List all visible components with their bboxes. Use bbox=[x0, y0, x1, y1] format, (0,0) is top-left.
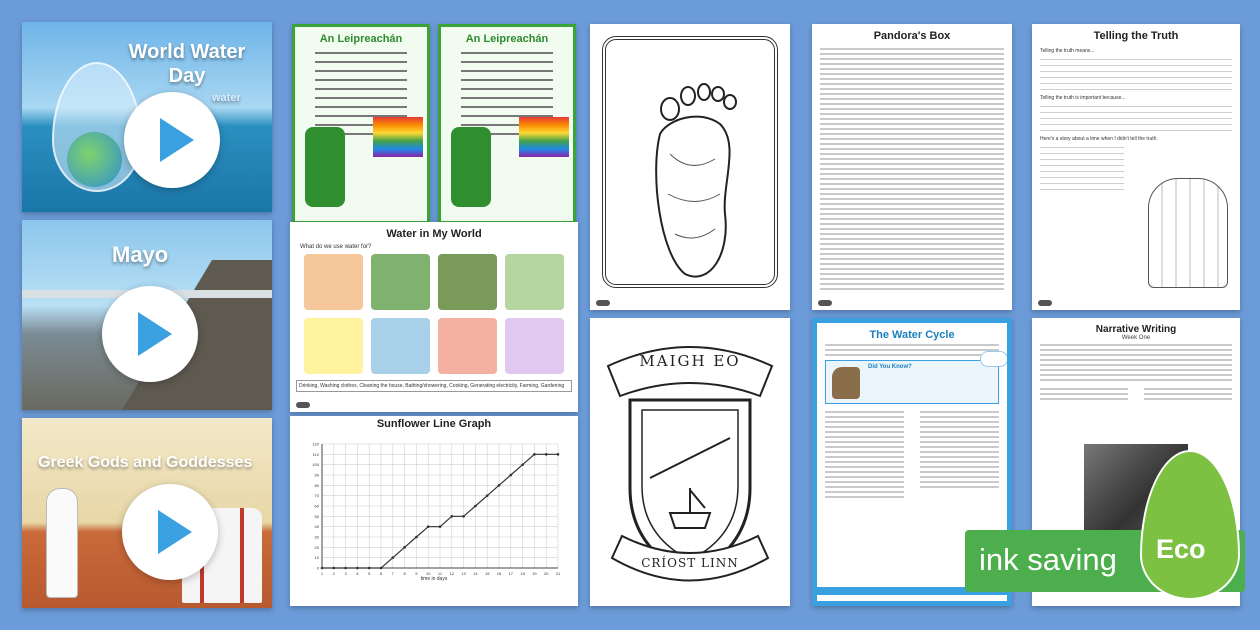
sheet-subtitle: Week One bbox=[1121, 335, 1151, 341]
worksheet-title: Water in My World bbox=[386, 228, 482, 240]
data-point bbox=[545, 453, 548, 456]
presentation-world-water-day[interactable] bbox=[22, 22, 272, 212]
y-tick-label: 40 bbox=[314, 524, 319, 530]
prompt-3: Here's a story about a time when I didn't tell the truth. bbox=[1040, 136, 1158, 142]
eco-label: Eco bbox=[1156, 534, 1206, 564]
crest-bottom-text: CRÍOST LINN bbox=[641, 556, 739, 570]
did-you-know-title: Did You Know? bbox=[868, 364, 912, 370]
data-point bbox=[427, 525, 430, 528]
worksheet-telling-the-truth[interactable] bbox=[1032, 24, 1240, 310]
x-tick-label: 17 bbox=[508, 571, 514, 576]
data-point bbox=[498, 484, 501, 487]
y-tick-label: 120 bbox=[312, 441, 319, 447]
x-tick-label: 18 bbox=[520, 571, 525, 576]
sheet-title: Narrative Writing bbox=[1095, 324, 1177, 335]
leprechaun-illustration bbox=[451, 127, 491, 207]
worksheet-sunflower-line-graph[interactable] bbox=[290, 416, 578, 606]
y-tick-label: 30 bbox=[314, 534, 319, 540]
x-tick-label: 14 bbox=[473, 571, 478, 576]
greek-figure-goddess bbox=[46, 488, 78, 598]
data-point bbox=[533, 453, 536, 456]
x-tick-label: 12 bbox=[449, 571, 455, 576]
presentation-mayo[interactable] bbox=[22, 220, 272, 410]
word-bank: Drinking, Washing clothes, Cleaning the house, Bathing/showering, Cooking, Generating electricity, Farming, Gardening bbox=[296, 380, 572, 392]
data-point bbox=[451, 515, 454, 518]
data-point bbox=[392, 556, 395, 559]
poem-sheet-1[interactable] bbox=[292, 24, 430, 224]
presentation-subtitle: water bbox=[212, 92, 241, 104]
sheet-title: Telling the Truth bbox=[1093, 30, 1179, 42]
data-point bbox=[333, 567, 336, 570]
y-tick-label: 80 bbox=[314, 482, 319, 488]
x-tick-label: 13 bbox=[461, 571, 466, 576]
y-tick-label: 0 bbox=[316, 565, 319, 571]
y-tick-label: 60 bbox=[314, 503, 319, 509]
x-tick-label: 11 bbox=[437, 571, 443, 576]
crest-top-text: MAIGH EO bbox=[639, 352, 741, 370]
play-button[interactable] bbox=[124, 92, 220, 188]
x-tick-label: 20 bbox=[543, 571, 549, 576]
picture-grid bbox=[304, 254, 564, 374]
chart-title: Sunflower Line Graph bbox=[376, 418, 492, 430]
leprechaun-illustration bbox=[305, 127, 345, 207]
x-tick-label: 5 bbox=[368, 571, 371, 576]
data-point bbox=[380, 567, 383, 570]
x-tick-label: 10 bbox=[425, 571, 431, 576]
rainbow-icon bbox=[373, 117, 423, 157]
play-button[interactable] bbox=[102, 286, 198, 382]
presentation-title: Mayo bbox=[112, 242, 169, 267]
presentation-greek-gods[interactable] bbox=[22, 418, 272, 608]
badge-label: ink saving bbox=[979, 542, 1117, 577]
data-point bbox=[521, 463, 524, 466]
data-point bbox=[474, 505, 477, 508]
y-tick-label: 90 bbox=[314, 472, 319, 478]
data-point bbox=[403, 546, 406, 549]
sheet-title: Pandora's Box bbox=[873, 30, 951, 42]
writing-lines bbox=[1032, 147, 1132, 190]
y-tick-label: 70 bbox=[314, 493, 319, 499]
body-text bbox=[812, 48, 1012, 290]
cloud-icon bbox=[980, 351, 1008, 367]
data-point bbox=[321, 567, 324, 570]
did-you-know-box bbox=[825, 360, 999, 404]
footprint-icon bbox=[590, 24, 790, 310]
poem-title: An Leipreachán bbox=[319, 33, 403, 45]
y-tick-label: 20 bbox=[314, 544, 319, 550]
reading-sheet-pandoras-box[interactable] bbox=[812, 24, 1012, 310]
data-point bbox=[557, 453, 560, 456]
data-point bbox=[462, 515, 465, 518]
data-point bbox=[415, 536, 418, 539]
body-text bbox=[1032, 344, 1240, 381]
x-tick-label: 2 bbox=[332, 571, 335, 576]
poem-sheet-2[interactable] bbox=[438, 24, 576, 224]
body-columns bbox=[817, 408, 1007, 501]
y-tick-label: 110 bbox=[312, 451, 319, 457]
data-point bbox=[486, 494, 489, 497]
prompt-1: Telling the truth means... bbox=[1040, 48, 1095, 54]
writing-lines bbox=[1032, 106, 1240, 131]
x-tick-label: 1 bbox=[320, 571, 324, 576]
x-tick-label: 21 bbox=[555, 571, 561, 576]
worksheet-question: What do we use water for? bbox=[300, 244, 372, 250]
x-tick-label: 8 bbox=[403, 571, 406, 576]
data-point bbox=[439, 525, 442, 528]
children-illustration bbox=[1148, 178, 1228, 288]
presentation-title: World Water Day bbox=[128, 41, 246, 87]
y-tick-label: 100 bbox=[312, 462, 319, 468]
intro-text bbox=[817, 344, 1007, 356]
presentation-title: Greek Gods and Goddesses bbox=[38, 454, 253, 471]
poem-title: An Leipreachán bbox=[465, 33, 549, 45]
writing-lines bbox=[1032, 59, 1240, 90]
data-point bbox=[368, 567, 371, 570]
x-tick-label: 16 bbox=[496, 571, 502, 576]
rainbow-icon bbox=[519, 117, 569, 157]
colouring-sheet-mayo-crest[interactable] bbox=[590, 318, 790, 606]
x-tick-label: 19 bbox=[532, 571, 537, 576]
x-tick-label: 15 bbox=[484, 571, 490, 576]
play-button[interactable] bbox=[122, 484, 218, 580]
x-axis-label: time in days bbox=[420, 576, 448, 582]
data-point bbox=[356, 567, 359, 570]
y-tick-label: 10 bbox=[314, 555, 319, 561]
x-tick-label: 7 bbox=[391, 571, 394, 576]
dinosaur-icon bbox=[832, 367, 860, 399]
x-tick-label: 4 bbox=[356, 571, 359, 576]
y-tick-label: 50 bbox=[314, 513, 319, 519]
x-tick-label: 9 bbox=[415, 571, 418, 576]
globe-icon bbox=[67, 132, 122, 187]
data-point bbox=[510, 474, 513, 477]
question-columns bbox=[1032, 385, 1240, 403]
x-tick-label: 6 bbox=[379, 571, 383, 576]
data-point bbox=[344, 567, 347, 570]
colouring-sheet-footprint[interactable] bbox=[590, 24, 790, 310]
sheet-title: The Water Cycle bbox=[869, 329, 955, 341]
x-tick-label: 3 bbox=[344, 571, 347, 576]
prompt-2: Telling the truth is important because... bbox=[1040, 95, 1126, 101]
worksheet-water-in-my-world[interactable] bbox=[290, 222, 578, 412]
